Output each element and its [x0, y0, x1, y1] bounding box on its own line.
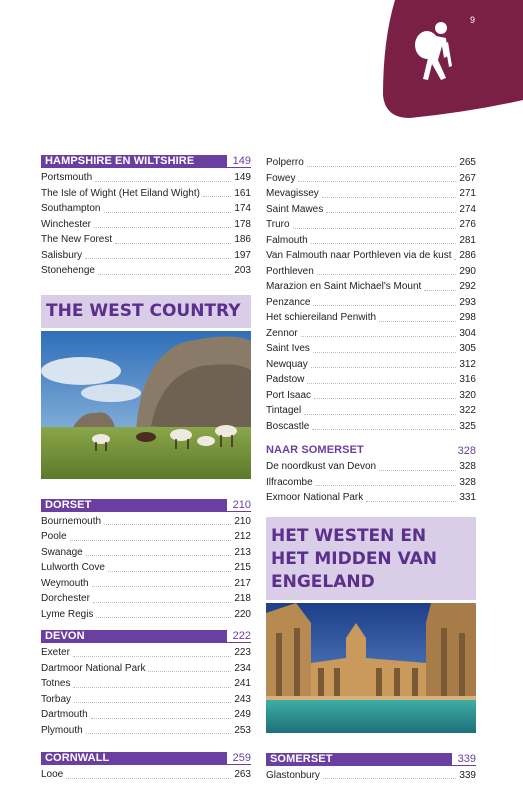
entry-list: [41, 170, 251, 279]
entry-label: Porthleven: [266, 264, 317, 280]
toc-entry[interactable]: [41, 263, 251, 279]
entry-label: The New Forest: [41, 232, 115, 248]
leader-dots: [323, 778, 456, 779]
leader-dots: [98, 274, 231, 275]
entry-page: 271: [456, 186, 476, 202]
section-heading[interactable]: [41, 155, 251, 168]
toc-entry[interactable]: [41, 529, 251, 545]
toc-entry[interactable]: [41, 217, 251, 233]
toc-entry[interactable]: [41, 170, 251, 186]
leader-dots: [293, 228, 457, 229]
leader-dots: [92, 586, 232, 587]
entry-page: 186: [231, 232, 251, 248]
section-title: SOMERSET: [266, 753, 452, 766]
leader-dots: [203, 196, 231, 197]
leader-dots: [104, 524, 231, 525]
entry-page: 339: [456, 768, 476, 784]
entry-page: 218: [231, 591, 251, 607]
leader-dots: [366, 501, 456, 502]
entry-page: 197: [231, 248, 251, 264]
entry-page: 241: [231, 676, 251, 692]
entry-page: 149: [231, 170, 251, 186]
section-heading[interactable]: [266, 444, 476, 457]
region-title-line: HET MIDDEN VAN: [271, 548, 437, 569]
toc-entry[interactable]: [41, 661, 251, 677]
entry-list: [41, 514, 251, 623]
entry-page: 290: [456, 264, 476, 280]
toc-entry[interactable]: [41, 591, 251, 607]
leader-dots: [326, 212, 456, 213]
toc-entry[interactable]: [41, 248, 251, 264]
entry-page: 312: [456, 357, 476, 373]
leader-dots: [96, 617, 231, 618]
entry-label: Exmoor National Park: [266, 490, 366, 506]
entry-page: 210: [231, 514, 251, 530]
section-title: HAMPSHIRE EN WILTSHIRE: [41, 155, 227, 168]
leader-dots: [108, 571, 231, 572]
section-heading[interactable]: [266, 753, 476, 766]
entry-list: [266, 459, 476, 506]
leader-dots: [70, 540, 232, 541]
toc-entry[interactable]: [41, 560, 251, 576]
region-banner-west-country: [41, 295, 251, 328]
entry-page: 298: [456, 310, 476, 326]
entry-label: Zennor: [266, 326, 301, 342]
entry-page: 274: [456, 202, 476, 218]
entry-label: Lulworth Cove: [41, 560, 108, 576]
toc-entry[interactable]: [41, 607, 251, 623]
entry-label: Padstow: [266, 372, 307, 388]
entry-label: Truro: [266, 217, 293, 233]
toc-entry[interactable]: [266, 768, 476, 784]
toc-entry[interactable]: [266, 171, 476, 187]
left-column: [41, 155, 251, 783]
entry-page: 249: [231, 707, 251, 723]
entry-label: Het schiereiland Penwith: [266, 310, 379, 326]
entry-label: Saint Mawes: [266, 202, 326, 218]
page-number: 9: [470, 15, 476, 25]
leader-dots: [307, 383, 456, 384]
leader-dots: [317, 274, 457, 275]
entry-label: Lyme Regis: [41, 607, 96, 623]
region-title-line: ENGELAND: [271, 571, 375, 592]
section-heading[interactable]: [41, 752, 251, 765]
leader-dots: [148, 671, 231, 672]
entry-list: [266, 768, 476, 784]
toc-entry[interactable]: [266, 217, 476, 233]
leader-dots: [311, 243, 457, 244]
entry-page: 292: [456, 279, 476, 295]
toc-entry[interactable]: [41, 201, 251, 217]
leader-dots: [74, 702, 231, 703]
toc-entry[interactable]: [266, 202, 476, 218]
entry-label: Mevagissey: [266, 186, 322, 202]
entry-page: 305: [456, 341, 476, 357]
section-page: 149: [227, 155, 251, 168]
entry-page: 267: [456, 171, 476, 187]
entry-page: 263: [231, 767, 251, 783]
entry-label: Southampton: [41, 201, 104, 217]
entry-label: Polperro: [266, 155, 307, 171]
section-page: 328: [452, 445, 476, 457]
toc-entry[interactable]: [41, 514, 251, 530]
entry-page: 212: [231, 529, 251, 545]
toc-entry[interactable]: [266, 403, 476, 419]
entry-page: 174: [231, 201, 251, 217]
toc-entry[interactable]: [41, 723, 251, 739]
entry-page: 243: [231, 692, 251, 708]
leader-dots: [313, 305, 456, 306]
entry-page: 161: [231, 186, 251, 202]
entry-page: 316: [456, 372, 476, 388]
leader-dots: [73, 656, 231, 657]
entry-list: [41, 767, 251, 783]
entry-label: Dartmouth: [41, 707, 91, 723]
entry-label: Swanage: [41, 545, 86, 561]
toc-entry[interactable]: [41, 576, 251, 592]
leader-dots: [94, 227, 231, 228]
entry-label: Poole: [41, 529, 70, 545]
section-page: 210: [227, 499, 251, 512]
section-cornwall: [41, 752, 251, 783]
toc-entry[interactable]: [266, 341, 476, 357]
entry-page: 276: [456, 217, 476, 233]
section-devon: [41, 630, 251, 738]
toc-entry[interactable]: [266, 248, 476, 264]
entry-label: Penzance: [266, 295, 313, 311]
roman-baths-photo: [266, 603, 476, 733]
leader-dots: [312, 429, 456, 430]
section-title: NAAR SOMERSET: [266, 444, 364, 456]
entry-page: 325: [456, 419, 476, 435]
leader-dots: [314, 398, 456, 399]
entry-label: Saint Ives: [266, 341, 313, 357]
entry-list: [266, 155, 476, 434]
entry-page: 293: [456, 295, 476, 311]
section-dorset: [41, 499, 251, 623]
entry-label: Van Falmouth naar Porthleven via de kust: [266, 248, 454, 264]
toc-entry[interactable]: [41, 707, 251, 723]
entry-label: Plymouth: [41, 723, 86, 739]
leader-dots: [66, 778, 231, 779]
entry-label: Bournemouth: [41, 514, 104, 530]
entry-list: [41, 645, 251, 738]
entry-page: 331: [456, 490, 476, 506]
toc-entry[interactable]: [41, 645, 251, 661]
entry-label: Portsmouth: [41, 170, 95, 186]
leader-dots: [86, 733, 232, 734]
entry-label: Looe: [41, 767, 66, 783]
entry-page: 265: [456, 155, 476, 171]
leader-dots: [91, 718, 232, 719]
entry-label: Winchester: [41, 217, 94, 233]
entry-label: Fowey: [266, 171, 298, 187]
toc-entry[interactable]: [41, 232, 251, 248]
leader-dots: [301, 336, 457, 337]
section-title: CORNWALL: [41, 752, 227, 765]
entry-label: Totnes: [41, 676, 73, 692]
entry-page: 178: [231, 217, 251, 233]
leader-dots: [304, 414, 456, 415]
section-title: DEVON: [41, 630, 227, 643]
entry-page: 328: [456, 475, 476, 491]
entry-label: Exeter: [41, 645, 73, 661]
entry-label: Port Isaac: [266, 388, 314, 404]
toc-entry[interactable]: [41, 692, 251, 708]
toc-entry[interactable]: [266, 459, 476, 475]
toc-entry[interactable]: [41, 186, 251, 202]
entry-page: 281: [456, 233, 476, 249]
entry-page: 203: [231, 263, 251, 279]
leader-dots: [73, 687, 231, 688]
leader-dots: [322, 197, 457, 198]
toc-entry[interactable]: [266, 155, 476, 171]
entry-label: Boscastle: [266, 419, 312, 435]
toc-entry[interactable]: [266, 490, 476, 506]
leader-dots: [86, 555, 232, 556]
leader-dots: [379, 470, 456, 471]
toc-entry[interactable]: [266, 295, 476, 311]
leader-dots: [307, 166, 457, 167]
toc-entry[interactable]: [41, 545, 251, 561]
entry-label: Stonehenge: [41, 263, 98, 279]
leader-dots: [298, 181, 456, 182]
region-title-line: HET WESTEN EN: [271, 525, 427, 546]
entry-page: 253: [231, 723, 251, 739]
section-somerset: [266, 753, 476, 784]
entry-label: The Isle of Wight (Het Eiland Wight): [41, 186, 203, 202]
toc-entry[interactable]: [41, 676, 251, 692]
entry-label: Torbay: [41, 692, 74, 708]
entry-label: Marazion en Saint Michael's Mount: [266, 279, 424, 295]
toc-entry[interactable]: [266, 186, 476, 202]
leader-dots: [313, 352, 456, 353]
toc-entry[interactable]: [266, 388, 476, 404]
corner-tab: [0, 0, 523, 130]
entry-page: 220: [231, 607, 251, 623]
leader-dots: [311, 367, 457, 368]
section-hampshire: [41, 155, 251, 279]
section-page: 259: [227, 752, 251, 765]
entry-page: 322: [456, 403, 476, 419]
toc-entry[interactable]: [41, 767, 251, 783]
entry-label: Weymouth: [41, 576, 92, 592]
toc-entry[interactable]: [266, 419, 476, 435]
region-title: THE WEST COUNTRY: [46, 300, 241, 321]
entry-label: Newquay: [266, 357, 311, 373]
toc-entry[interactable]: [266, 279, 476, 295]
entry-page: 304: [456, 326, 476, 342]
entry-label: Salisbury: [41, 248, 85, 264]
leader-dots: [95, 181, 231, 182]
toc-entry[interactable]: [266, 233, 476, 249]
toc-entry[interactable]: [266, 264, 476, 280]
right-column: [266, 155, 476, 783]
entry-page: 215: [231, 560, 251, 576]
leader-dots: [316, 485, 457, 486]
section-heading[interactable]: [41, 630, 251, 643]
section-title: DORSET: [41, 499, 227, 512]
entry-page: 213: [231, 545, 251, 561]
toc-entry[interactable]: [266, 326, 476, 342]
leader-dots: [115, 243, 231, 244]
entry-page: 223: [231, 645, 251, 661]
section-heading[interactable]: [41, 499, 251, 512]
leader-dots: [85, 258, 231, 259]
toc-entry[interactable]: [266, 475, 476, 491]
entry-page: 286: [456, 248, 476, 264]
leader-dots: [93, 602, 231, 603]
section-page: 222: [227, 630, 251, 643]
section-page: 339: [452, 753, 476, 766]
entry-page: 234: [231, 661, 251, 677]
dartmoor-photo: [41, 331, 251, 479]
entry-label: Ilfracombe: [266, 475, 316, 491]
entry-label: Glastonbury: [266, 768, 323, 784]
leader-dots: [379, 321, 456, 322]
entry-label: Dorchester: [41, 591, 93, 607]
section-naar-somerset: [266, 444, 476, 506]
entry-page: 328: [456, 459, 476, 475]
toc-entry[interactable]: [266, 310, 476, 326]
entry-label: Dartmoor National Park: [41, 661, 148, 677]
entry-label: De noordkust van Devon: [266, 459, 379, 475]
leader-dots: [104, 212, 232, 213]
entry-label: Falmouth: [266, 233, 311, 249]
entry-label: Tintagel: [266, 403, 304, 419]
entry-page: 320: [456, 388, 476, 404]
entry-page: 217: [231, 576, 251, 592]
toc-entry[interactable]: [266, 357, 476, 373]
region-banner-westen: [266, 517, 476, 600]
toc-entry[interactable]: [266, 372, 476, 388]
leader-dots: [424, 290, 456, 291]
